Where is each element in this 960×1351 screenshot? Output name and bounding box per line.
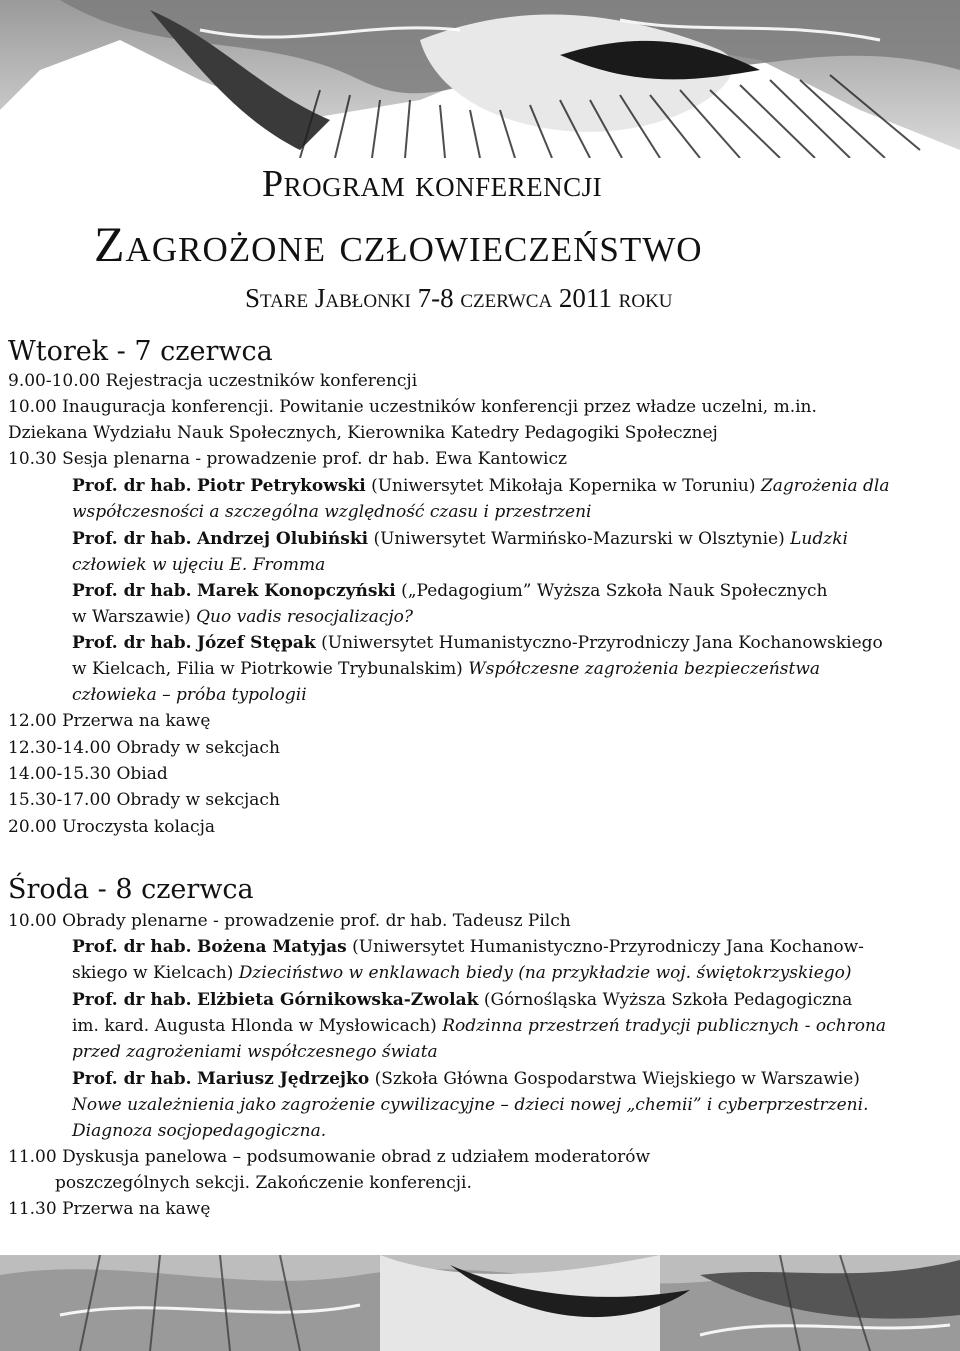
schedule-line: 11.00 Dyskusja panelowa – podsumowanie obrad z udziałem moderatorów [8,1147,651,1167]
talk-title: Diagnoza socjopedagogiczna. [72,1121,327,1141]
talk-title: Współczesne zagrożenia bezpieczeństwa [468,659,821,679]
speaker-entry [72,937,864,957]
speaker-institution: skiego w Kielcach) [72,963,239,983]
speaker-institution: (Uniwersytet Humanistyczno-Przyrodniczy Jana Kochanowskiego [315,633,883,653]
header-painting [0,0,960,158]
speaker-institution: w Kielcach, Filia w Piotrkowie Trybunalskim) [72,659,469,679]
schedule-line: 14.00-15.30 Obiad [8,764,168,784]
speaker-entry [72,1069,860,1089]
talk-title: Dzieciństwo w enklawach biedy (na przykładzie woj. świętokrzyskiego) [238,963,852,983]
speaker-name: Marek Konopczyński [196,581,396,601]
speaker-entry-cont [72,685,307,705]
speaker-entry-cont [72,1121,326,1141]
talk-title: człowieka – próba typologii [72,685,307,705]
schedule-line: 10.30 Sesja plenarna - prowadzenie prof. dr hab. Ewa Kantowicz [8,449,567,469]
footer-painting [0,1255,960,1351]
schedule-line: 12.30-14.00 Obrady w sekcjach [8,738,280,758]
speaker-institution: im. kard. Augusta Hlonda w Mysłowicach) [72,1016,443,1036]
speaker-entry-cont [72,1016,886,1036]
speaker-institution: (Uniwersytet Humanistyczno-Przyrodniczy Jana Kochanow- [346,937,864,957]
schedule-line: 10.00 Inauguracja konferencji. Powitanie uczestników konferencji przez władze uczelni, m.in. [8,397,817,417]
day1-heading: Wtorek - 7 czerwca [8,336,273,367]
conference-title: Zagrożone człowieczeństwo [94,216,703,272]
schedule-line: 20.00 Uroczysta kolacja [8,817,215,837]
talk-title: współczesności a szczególna względność czasu i przestrzeni [72,502,592,522]
talk-title: Nowe uzależnienia jako zagrożenie cywilizacyjne – dzieci nowej „chemii” i cyberprzestrzeni. [72,1095,869,1115]
talk-title: Ludzki [790,529,848,549]
speaker-institution: (Uniwersytet Warmińsko-Mazurski w Olsztynie) [368,529,791,549]
schedule-line: Dziekana Wydziału Nauk Społecznych, Kierownika Katedry Pedagogiki Społecznej [8,423,718,443]
speaker-entry-cont [72,963,852,983]
speaker-institution: (Górnośląska Wyższa Szkoła Pedagogiczna [478,990,853,1010]
speaker-entry-cont [72,659,820,679]
speaker-institution: w Warszawie) [72,607,197,627]
speaker-entry-cont [72,607,413,627]
speaker-title: Prof. dr hab. [72,990,192,1010]
schedule-line: 12.00 Przerwa na kawę [8,711,211,731]
speaker-name: Bożena Matyjas [196,937,347,957]
program-title: Program konferencji [262,163,603,205]
speaker-entry [72,529,848,549]
speaker-institution: (Szkoła Główna Gospodarstwa Wiejskiego w Warszawie) [369,1069,860,1089]
speaker-entry-cont [72,502,591,522]
speaker-entry-cont [72,555,325,575]
speaker-entry-cont [72,1042,438,1062]
speaker-institution: („Pedagogium” Wyższa Szkoła Nauk Społecznych [395,581,828,601]
speaker-entry-cont [72,1095,868,1115]
schedule-line: 11.30 Przerwa na kawę [8,1199,211,1219]
speaker-title: Prof. dr hab. [72,633,192,653]
talk-title: Rodzinna przestrzeń tradycji publicznych - ochrona [442,1016,887,1036]
day2-heading: Środa - 8 czerwca [8,874,254,905]
speaker-name: Józef Stępak [196,633,316,653]
speaker-entry [72,476,890,496]
speaker-institution: (Uniwersytet Mikołaja Kopernika w Toruniu) [365,476,761,496]
talk-title: Zagrożenia dla [760,476,890,496]
speaker-name: Andrzej Olubiński [196,529,369,549]
speaker-name: Mariusz Jędrzejko [196,1069,370,1089]
talk-title: Quo vadis resocjalizacjo? [196,607,414,627]
schedule-line: 9.00-10.00 Rejestracja uczestników konferencji [8,371,418,391]
speaker-title: Prof. dr hab. [72,581,192,601]
speaker-title: Prof. dr hab. [72,529,192,549]
speaker-entry [72,581,827,601]
place-date: Stare Jabłonki 7-8 czerwca 2011 roku [245,283,673,313]
speaker-title: Prof. dr hab. [72,476,192,496]
speaker-name: Elżbieta Górnikowska-Zwolak [196,990,479,1010]
speaker-title: Prof. dr hab. [72,937,192,957]
speaker-title: Prof. dr hab. [72,1069,192,1089]
talk-title: przed zagrożeniami współczesnego świata [72,1042,438,1062]
speaker-entry [72,990,852,1010]
schedule-line: poszczególnych sekcji. Zakończenie konferencji. [55,1173,472,1193]
schedule-line: 15.30-17.00 Obrady w sekcjach [8,790,280,810]
speaker-name: Piotr Petrykowski [196,476,366,496]
speaker-entry [72,633,883,653]
schedule-line: 10.00 Obrady plenarne - prowadzenie prof. dr hab. Tadeusz Pilch [8,911,571,931]
talk-title: człowiek w ujęciu E. Fromma [72,555,326,575]
